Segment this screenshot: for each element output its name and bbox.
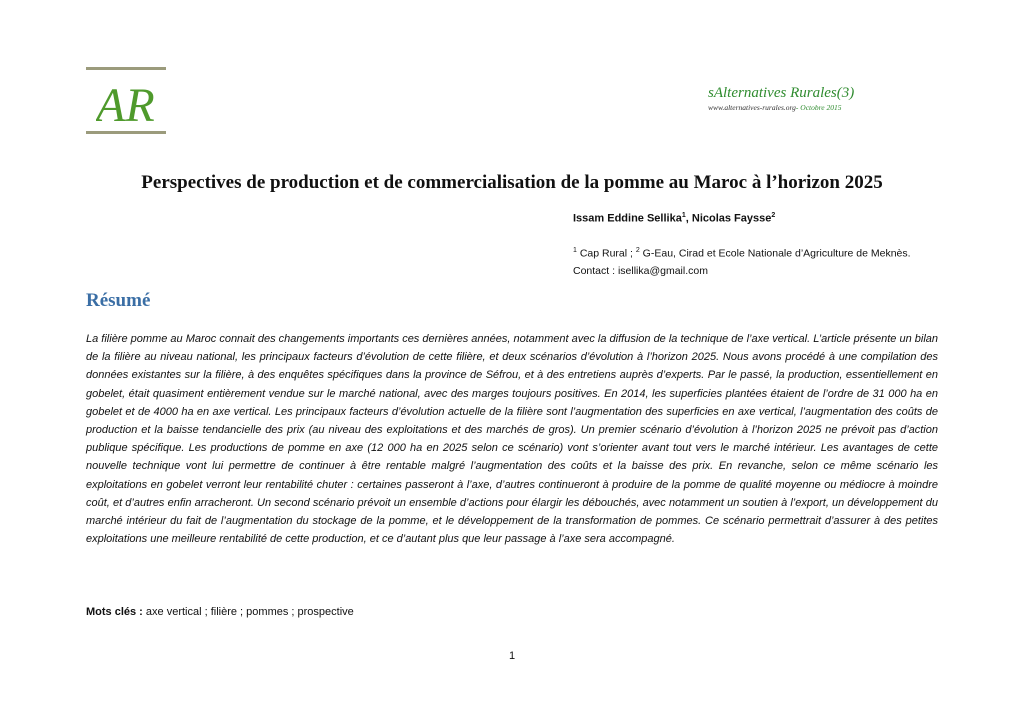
logo-ar-mark xyxy=(96,75,156,129)
logo-bar-top xyxy=(86,67,166,70)
affiliation-line xyxy=(573,242,911,263)
page-number: 1 xyxy=(508,650,516,662)
affil-text: Cap Rural ; xyxy=(576,247,636,260)
journal-header xyxy=(708,85,868,112)
author-affil-sup: 1 xyxy=(681,212,686,219)
journal-name: sAlternatives Rurales(3) xyxy=(708,85,855,101)
logo-bar-bottom xyxy=(86,131,166,134)
logo-text: AR xyxy=(96,79,155,129)
journal-site[interactable]: www.alternatives-rurales.org xyxy=(708,103,796,112)
section-heading: Résumé xyxy=(86,290,151,311)
author-affil-sup: 2 xyxy=(771,212,776,219)
affil-sup: 1 xyxy=(573,247,577,254)
affil-sup: 2 xyxy=(635,247,640,254)
author-name: Nicolas Faysse xyxy=(691,212,772,225)
keywords-list: axe vertical ; filière ; pommes ; prospective xyxy=(142,606,354,618)
affiliations xyxy=(573,242,911,280)
keywords xyxy=(86,606,354,618)
article-title: Perspectives de production et de commercialisation de la pomme au Maroc à l’horizon 2025 xyxy=(141,172,883,193)
journal-meta xyxy=(708,103,868,112)
keywords-label: Mots clés : xyxy=(86,606,143,618)
contact-line: Contact : isellika@gmail.com xyxy=(573,264,708,277)
abstract-text: La filière pomme au Maroc connait des changements importants ces dernières années, notamment avec la diffusion de la technique de l’axe vertical. L’article présente un bilan de la filière au niveau national, les principaux facteurs d’évolution de cette filière, et deux scénarios d’évolution à l’horizon 2025. Nous avons procédé à une compilation des données existantes sur la filière, à des enquêtes spécifiques dans la province de Séfrou, et à des entretiens auprès d’experts. Par le passé, la production, essentiellement en gobelet, était quasiment entièrement vendue sur le marché national, avec des marges toujours positives. En 2014, les superficies plantées étaient de l’ordre de 31 000 ha en gobelet et de 4000 ha en axe vertical. Les principaux facteurs d’évolution actuelle de la filière sont l’augmentation des superficies en axe vertical, l’augmentation des coûts de production et la baisse tendancielle des prix (au niveau des exploitations et des marchés de gros). Un premier scénario d’évolution à l’horizon 2025 ne prévoit pas d’action publique spécifique. Les productions de pomme en axe (12 000 ha en 2025 selon ce scénario) vont s’orienter avant tout vers le marché intérieur. Les avantages de cette nouvelle technique vont lui permettre de continuer à être rentable malgré l’augmentation des coûts et la baisse des prix. En revanche, selon ce même scénario les exploitations en gobelet verront leur rentabilité chuter : certaines passeront à l’axe, d’autres continueront à produire de la pomme de qualité moyenne ou médiocre à moindre coût, et d’autres enfin arracheront. Un second scénario prévoit un ensemble d’actions pour élargir les débouchés, avec notamment un soutien à l’export, un développement du marché intérieur du fait de l’augmentation du stockage de la pomme, et le développement de la transformation de pommes. Ce scénario permettrait d’assurer à des petites exploitations une meilleure rentabilité de cette production, et ce d’autant plus que leur passage à l’axe sera accompagné. xyxy=(86,333,938,546)
affil-text: G-Eau, Cirad et Ecole Nationale d’Agriculture de Meknès. xyxy=(639,247,911,260)
journal-date: - Octobre 2015 xyxy=(795,103,842,112)
journal-logo xyxy=(84,67,168,137)
author-separator: , xyxy=(685,212,692,225)
author-name: Issam Eddine Sellika xyxy=(573,212,682,225)
author-list xyxy=(573,212,775,225)
